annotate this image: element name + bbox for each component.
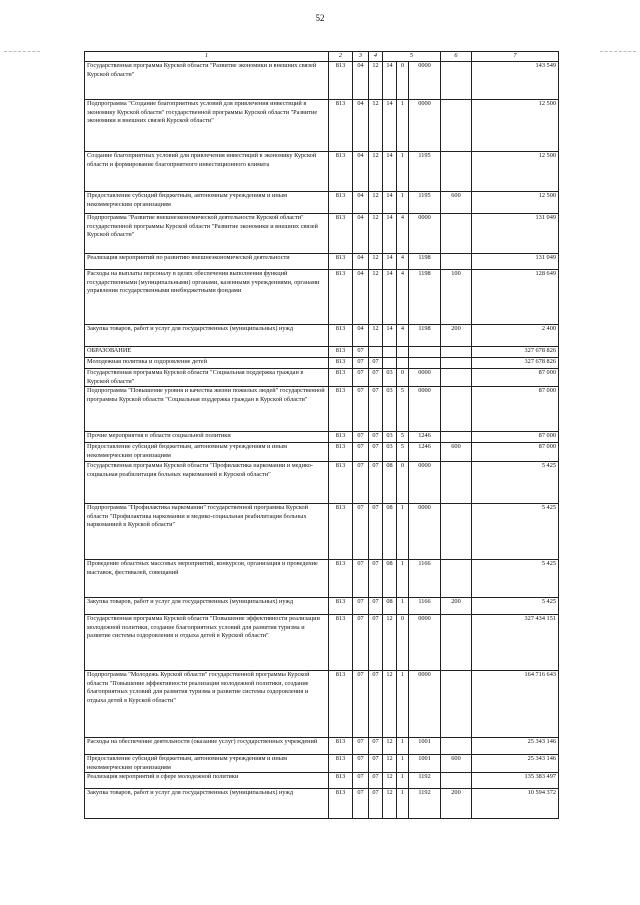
- subsection-code-cell: 07: [369, 443, 383, 461]
- column-header: 7: [472, 52, 559, 62]
- column-header: 2: [329, 52, 353, 62]
- subsection-code-cell: 12: [369, 192, 383, 214]
- page-number: 52: [315, 13, 325, 23]
- ministry-code-cell: 813: [329, 62, 353, 100]
- amount-cell: 12 500: [472, 100, 559, 152]
- ministry-code-cell: 813: [329, 270, 353, 325]
- amount-cell: 10 594 372: [472, 789, 559, 819]
- direction-code-cell: 1198: [409, 254, 441, 270]
- row-name-cell: Закупка товаров, работ и услуг для государственных (муниципальных) нужд: [85, 789, 329, 819]
- program-code-cell: 12: [383, 754, 397, 772]
- subsection-code-cell: 07: [369, 358, 383, 369]
- expense-type-code-cell: [441, 387, 472, 432]
- table-row: [85, 432, 559, 443]
- amount-cell: 87 000: [472, 369, 559, 387]
- expense-type-code-cell: [441, 62, 472, 100]
- table-row: [85, 387, 559, 432]
- subprogram-code-cell: 1: [397, 597, 409, 614]
- ministry-code-cell: 813: [329, 559, 353, 597]
- subprogram-code-cell: [397, 358, 409, 369]
- row-name-cell: Закупка товаров, работ и услуг для государственных (муниципальных) нужд: [85, 597, 329, 614]
- direction-code-cell: 0000: [409, 614, 441, 670]
- table-row: [85, 62, 559, 100]
- row-name-cell: ОБРАЗОВАНИЕ: [85, 347, 329, 358]
- expense-type-code-cell: [441, 614, 472, 670]
- amount-cell: 128 649: [472, 270, 559, 325]
- section-code-cell: 04: [353, 100, 369, 152]
- subsection-code-cell: 07: [369, 597, 383, 614]
- subprogram-code-cell: 4: [397, 254, 409, 270]
- section-code-cell: 07: [353, 789, 369, 819]
- table-row: [85, 503, 559, 559]
- row-name-cell: Молодежная политика и оздоровление детей: [85, 358, 329, 369]
- subprogram-code-cell: 1: [397, 192, 409, 214]
- row-name-cell: Расходы на обеспечение деятельности (оказание услуг) государственных учреждений: [85, 737, 329, 754]
- table-row: [85, 737, 559, 754]
- subprogram-code-cell: 1: [397, 100, 409, 152]
- subprogram-code-cell: 4: [397, 325, 409, 347]
- amount-cell: 5 425: [472, 503, 559, 559]
- section-code-cell: 07: [353, 369, 369, 387]
- subsection-code-cell: 07: [369, 432, 383, 443]
- program-code-cell: 08: [383, 559, 397, 597]
- row-name-cell: Подпрограмма "Повышение уровня и качества жизни пожилых людей" государственной программы Курской области "Социальная поддержка граждан в Курской области": [85, 387, 329, 432]
- row-name-cell: Подпрограмма "Развитие внешнеэкономической деятельности Курской области" государственной программы Курской области "Развитие экономики и внешних связей Курской области": [85, 214, 329, 254]
- row-name-cell: Реализация мероприятий по развитию внешнеэкономической деятельности: [85, 254, 329, 270]
- section-code-cell: 07: [353, 754, 369, 772]
- subsection-code-cell: 07: [369, 387, 383, 432]
- ministry-code-cell: 813: [329, 254, 353, 270]
- column-header: 6: [441, 52, 472, 62]
- ministry-code-cell: 813: [329, 737, 353, 754]
- table-row: [85, 559, 559, 597]
- table-row: [85, 773, 559, 789]
- program-code-cell: 08: [383, 503, 397, 559]
- subsection-code-cell: 12: [369, 270, 383, 325]
- table-row: [85, 597, 559, 614]
- column-header: 5: [383, 52, 441, 62]
- table-row: [85, 670, 559, 737]
- section-code-cell: 04: [353, 62, 369, 100]
- section-code-cell: 07: [353, 614, 369, 670]
- subprogram-code-cell: 4: [397, 214, 409, 254]
- amount-cell: 5 425: [472, 461, 559, 503]
- direction-code-cell: 1198: [409, 325, 441, 347]
- section-code-cell: 04: [353, 192, 369, 214]
- expense-type-code-cell: [441, 214, 472, 254]
- ministry-code-cell: 813: [329, 670, 353, 737]
- direction-code-cell: 0000: [409, 503, 441, 559]
- column-header: 3: [353, 52, 369, 62]
- section-code-cell: 07: [353, 432, 369, 443]
- subprogram-code-cell: 0: [397, 461, 409, 503]
- program-code-cell: 14: [383, 270, 397, 325]
- direction-code-cell: 1192: [409, 789, 441, 819]
- amount-cell: 12 500: [472, 152, 559, 192]
- row-name-cell: Предоставление субсидий бюджетным, автономным учреждениям и иным некоммерческим организациям: [85, 754, 329, 772]
- amount-cell: 135 383 497: [472, 773, 559, 789]
- table-row: [85, 325, 559, 347]
- program-code-cell: 12: [383, 614, 397, 670]
- amount-cell: 5 425: [472, 597, 559, 614]
- direction-code-cell: 1246: [409, 432, 441, 443]
- program-code-cell: 03: [383, 369, 397, 387]
- table-row: [85, 214, 559, 254]
- section-code-cell: 07: [353, 597, 369, 614]
- subsection-code-cell: 07: [369, 789, 383, 819]
- row-name-cell: Государственная программа Курской области "Развитие экономики и внешних связей Курской области": [85, 62, 329, 100]
- ministry-code-cell: 813: [329, 754, 353, 772]
- row-name-cell: Создание благоприятных условий для привлечения инвестиций в экономику Курской области и формирование благоприятного инвестиционного климата: [85, 152, 329, 192]
- amount-cell: 131 049: [472, 254, 559, 270]
- section-code-cell: 07: [353, 670, 369, 737]
- direction-code-cell: 0000: [409, 670, 441, 737]
- section-code-cell: 07: [353, 503, 369, 559]
- expense-type-code-cell: 600: [441, 192, 472, 214]
- ministry-code-cell: 813: [329, 347, 353, 358]
- program-code-cell: 08: [383, 597, 397, 614]
- expense-type-code-cell: [441, 369, 472, 387]
- subsection-code-cell: 07: [369, 461, 383, 503]
- row-name-cell: Государственная программа Курской области "Профилактика наркомании и медико-социальная реабилитация больных наркоманией в Курской области": [85, 461, 329, 503]
- section-code-cell: 04: [353, 325, 369, 347]
- amount-cell: 327 678 826: [472, 358, 559, 369]
- table-row: [85, 754, 559, 772]
- section-code-cell: 07: [353, 773, 369, 789]
- direction-code-cell: 0000: [409, 62, 441, 100]
- subprogram-code-cell: 1: [397, 789, 409, 819]
- expense-type-code-cell: [441, 461, 472, 503]
- row-name-cell: Подпрограмма "Профилактика наркомании" государственной программы Курской области "Профилактика наркомании и медико-социальная реабилитация больных наркоманией в Курской области": [85, 503, 329, 559]
- subprogram-code-cell: 0: [397, 62, 409, 100]
- table-row: [85, 789, 559, 819]
- table-row: [85, 192, 559, 214]
- ministry-code-cell: 813: [329, 597, 353, 614]
- ministry-code-cell: 813: [329, 192, 353, 214]
- subsection-code-cell: [369, 347, 383, 358]
- section-code-cell: 07: [353, 559, 369, 597]
- table-row: [85, 461, 559, 503]
- expense-type-code-cell: 200: [441, 325, 472, 347]
- section-code-cell: 07: [353, 387, 369, 432]
- ministry-code-cell: 813: [329, 789, 353, 819]
- direction-code-cell: 1198: [409, 270, 441, 325]
- program-code-cell: [383, 358, 397, 369]
- subsection-code-cell: 07: [369, 369, 383, 387]
- program-code-cell: 03: [383, 432, 397, 443]
- subprogram-code-cell: 1: [397, 754, 409, 772]
- amount-cell: 327 434 151: [472, 614, 559, 670]
- subprogram-code-cell: 0: [397, 369, 409, 387]
- row-name-cell: Прочие мероприятия в области социальной политики: [85, 432, 329, 443]
- ministry-code-cell: 813: [329, 773, 353, 789]
- program-code-cell: 12: [383, 737, 397, 754]
- row-name-cell: Государственная программа Курской области "Социальная поддержка граждан в Курской области": [85, 369, 329, 387]
- subprogram-code-cell: 4: [397, 270, 409, 325]
- section-code-cell: 07: [353, 461, 369, 503]
- expense-type-code-cell: [441, 773, 472, 789]
- subprogram-code-cell: 1: [397, 737, 409, 754]
- program-code-cell: 14: [383, 62, 397, 100]
- amount-cell: 143 549: [472, 62, 559, 100]
- table-row: [85, 347, 559, 358]
- expense-type-code-cell: [441, 254, 472, 270]
- subprogram-code-cell: 5: [397, 432, 409, 443]
- program-code-cell: 14: [383, 152, 397, 192]
- row-name-cell: Закупка товаров, работ и услуг для государственных (муниципальных) нужд: [85, 325, 329, 347]
- subsection-code-cell: 07: [369, 754, 383, 772]
- column-header: 4: [369, 52, 383, 62]
- amount-cell: 2 400: [472, 325, 559, 347]
- subsection-code-cell: 12: [369, 100, 383, 152]
- ministry-code-cell: 813: [329, 443, 353, 461]
- table-row: [85, 369, 559, 387]
- direction-code-cell: 1192: [409, 773, 441, 789]
- subprogram-code-cell: 1: [397, 773, 409, 789]
- program-code-cell: 08: [383, 461, 397, 503]
- expense-type-code-cell: [441, 347, 472, 358]
- direction-code-cell: 0000: [409, 100, 441, 152]
- expense-type-code-cell: [441, 737, 472, 754]
- subprogram-code-cell: 1: [397, 152, 409, 192]
- subsection-code-cell: 12: [369, 214, 383, 254]
- ministry-code-cell: 813: [329, 614, 353, 670]
- expense-type-code-cell: [441, 432, 472, 443]
- amount-cell: 25 343 146: [472, 737, 559, 754]
- direction-code-cell: 1166: [409, 597, 441, 614]
- direction-code-cell: [409, 347, 441, 358]
- direction-code-cell: 0000: [409, 214, 441, 254]
- ministry-code-cell: 813: [329, 387, 353, 432]
- row-name-cell: Предоставление субсидий бюджетным, автономным учреждениям и иным некоммерческим организациям: [85, 192, 329, 214]
- amount-cell: 164 716 643: [472, 670, 559, 737]
- ministry-code-cell: 813: [329, 325, 353, 347]
- expense-type-code-cell: [441, 100, 472, 152]
- subsection-code-cell: 07: [369, 670, 383, 737]
- row-name-cell: Государственная программа Курской области "Повышение эффективности реализации молодежной политики, создание благоприятных условий для развития туризма и развитие системы оздоровления и отдыха детей в Курской области": [85, 614, 329, 670]
- direction-code-cell: 1195: [409, 152, 441, 192]
- amount-cell: 87 000: [472, 432, 559, 443]
- program-code-cell: 03: [383, 443, 397, 461]
- section-code-cell: 07: [353, 358, 369, 369]
- subsection-code-cell: 12: [369, 152, 383, 192]
- column-header: 1: [85, 52, 329, 62]
- ministry-code-cell: 813: [329, 358, 353, 369]
- section-code-cell: 04: [353, 214, 369, 254]
- amount-cell: 87 000: [472, 387, 559, 432]
- direction-code-cell: 1001: [409, 754, 441, 772]
- table-row: [85, 358, 559, 369]
- subsection-code-cell: 12: [369, 325, 383, 347]
- program-code-cell: 12: [383, 789, 397, 819]
- direction-code-cell: 0000: [409, 461, 441, 503]
- subsection-code-cell: 07: [369, 503, 383, 559]
- ministry-code-cell: 813: [329, 152, 353, 192]
- expense-type-code-cell: 200: [441, 597, 472, 614]
- subsection-code-cell: 12: [369, 62, 383, 100]
- program-code-cell: 03: [383, 387, 397, 432]
- program-code-cell: 14: [383, 214, 397, 254]
- program-code-cell: 14: [383, 192, 397, 214]
- direction-code-cell: 1195: [409, 192, 441, 214]
- expense-type-code-cell: [441, 670, 472, 737]
- row-name-cell: Реализация мероприятий в сфере молодежной политики: [85, 773, 329, 789]
- direction-code-cell: [409, 358, 441, 369]
- row-name-cell: Расходы на выплаты персоналу в целях обеспечения выполнения функций государственными (муниципальными) органами, казенными учреждениями, органами управления государственными внебюджетными фондами: [85, 270, 329, 325]
- row-name-cell: Проведение областных массовых мероприятий, конкурсов, организация и проведение выставок, фестивалей, совещаний: [85, 559, 329, 597]
- expense-type-code-cell: [441, 152, 472, 192]
- column-number-row: [85, 52, 559, 62]
- direction-code-cell: 1001: [409, 737, 441, 754]
- subsection-code-cell: 12: [369, 254, 383, 270]
- row-name-cell: Подпрограмма "Молодежь Курской области" государственной программы Курской области "Повышение эффективности реализации молодежной политики, создание благоприятных условий для развития туризма и развитие системы оздоровления и отдыха детей в Курской области": [85, 670, 329, 737]
- section-code-cell: 04: [353, 152, 369, 192]
- expense-type-code-cell: [441, 503, 472, 559]
- section-code-cell: 07: [353, 443, 369, 461]
- program-code-cell: [383, 347, 397, 358]
- scan-edge-mark-right: [600, 51, 636, 52]
- row-name-cell: Подпрограмма "Создание благоприятных условий для привлечения инвестиций в экономику Курской области" государственной программы Курской области "Развитие экономики и внешних связей Курской области": [85, 100, 329, 152]
- subsection-code-cell: 07: [369, 559, 383, 597]
- ministry-code-cell: 813: [329, 100, 353, 152]
- amount-cell: 12 500: [472, 192, 559, 214]
- expense-type-code-cell: 600: [441, 754, 472, 772]
- ministry-code-cell: 813: [329, 432, 353, 443]
- amount-cell: 5 425: [472, 559, 559, 597]
- direction-code-cell: 1166: [409, 559, 441, 597]
- program-code-cell: 14: [383, 100, 397, 152]
- expense-type-code-cell: [441, 358, 472, 369]
- table-row: [85, 100, 559, 152]
- subsection-code-cell: 07: [369, 737, 383, 754]
- subsection-code-cell: 07: [369, 614, 383, 670]
- table-row: [85, 614, 559, 670]
- table-row: [85, 270, 559, 325]
- table-row: [85, 443, 559, 461]
- table-row: [85, 254, 559, 270]
- ministry-code-cell: 813: [329, 214, 353, 254]
- ministry-code-cell: 813: [329, 503, 353, 559]
- amount-cell: 131 049: [472, 214, 559, 254]
- table-row: [85, 152, 559, 192]
- scan-edge-mark-left: [4, 51, 40, 52]
- row-name-cell: Предоставление субсидий бюджетным, автономным учреждениям и иным некоммерческим организациям: [85, 443, 329, 461]
- subprogram-code-cell: 0: [397, 614, 409, 670]
- direction-code-cell: 1246: [409, 443, 441, 461]
- section-code-cell: 04: [353, 254, 369, 270]
- amount-cell: 25 343 146: [472, 754, 559, 772]
- direction-code-cell: 0000: [409, 369, 441, 387]
- amount-cell: 87 000: [472, 443, 559, 461]
- subprogram-code-cell: 1: [397, 670, 409, 737]
- section-code-cell: 07: [353, 737, 369, 754]
- ministry-code-cell: 813: [329, 369, 353, 387]
- section-code-cell: 04: [353, 270, 369, 325]
- subprogram-code-cell: 1: [397, 559, 409, 597]
- subprogram-code-cell: 5: [397, 387, 409, 432]
- program-code-cell: 12: [383, 670, 397, 737]
- ministry-code-cell: 813: [329, 461, 353, 503]
- section-code-cell: 07: [353, 347, 369, 358]
- subsection-code-cell: 07: [369, 773, 383, 789]
- expense-type-code-cell: 100: [441, 270, 472, 325]
- program-code-cell: 12: [383, 773, 397, 789]
- direction-code-cell: 0000: [409, 387, 441, 432]
- amount-cell: 327 678 826: [472, 347, 559, 358]
- subprogram-code-cell: 1: [397, 503, 409, 559]
- program-code-cell: 14: [383, 254, 397, 270]
- program-code-cell: 14: [383, 325, 397, 347]
- subprogram-code-cell: [397, 347, 409, 358]
- subprogram-code-cell: 5: [397, 443, 409, 461]
- budget-table: [84, 51, 559, 819]
- expense-type-code-cell: [441, 559, 472, 597]
- expense-type-code-cell: 600: [441, 443, 472, 461]
- expense-type-code-cell: 200: [441, 789, 472, 819]
